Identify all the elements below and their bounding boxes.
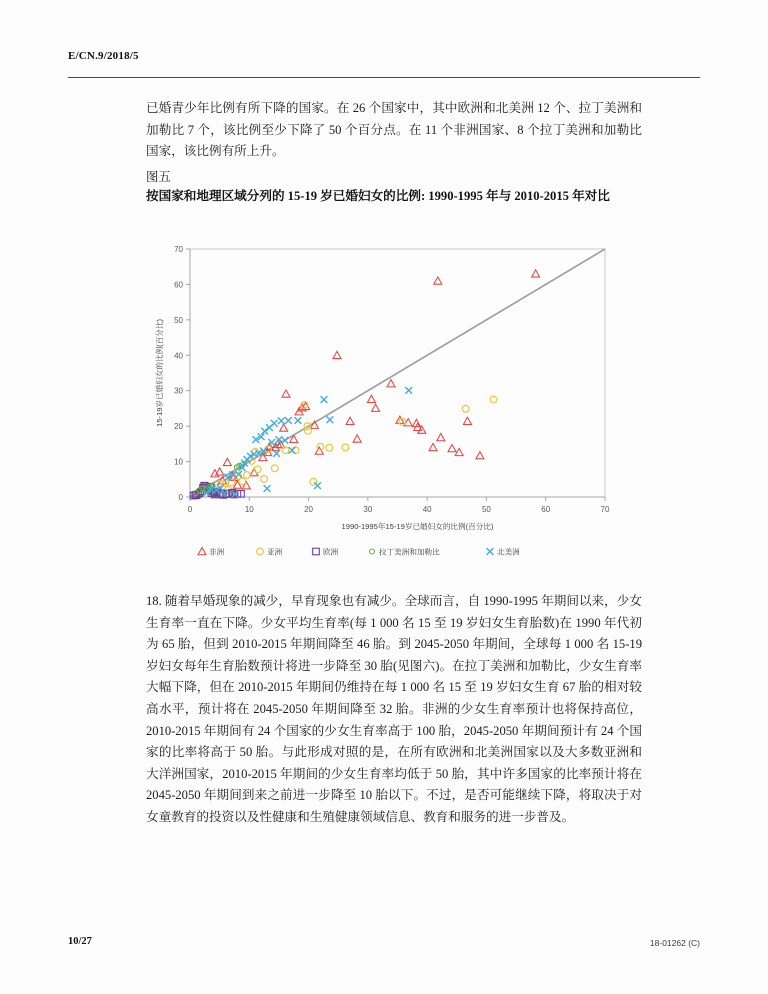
data-point xyxy=(282,390,290,397)
y-tick-label: 70 xyxy=(174,245,183,254)
legend-label: 非洲 xyxy=(209,547,225,557)
data-point xyxy=(490,396,497,403)
data-point xyxy=(264,485,271,492)
legend-marker xyxy=(257,548,264,555)
data-point xyxy=(271,420,278,427)
y-tick-label: 30 xyxy=(174,386,183,396)
x-tick-label: 50 xyxy=(481,505,491,514)
data-point xyxy=(223,458,231,465)
figure-five-chart xyxy=(150,236,620,571)
data-point xyxy=(434,277,442,284)
legend-label: 亚洲 xyxy=(267,547,283,557)
data-point xyxy=(321,396,328,403)
data-point xyxy=(295,417,302,424)
x-tick-label: 40 xyxy=(422,505,432,514)
data-point xyxy=(271,465,278,472)
data-point xyxy=(327,416,334,423)
data-point xyxy=(448,444,456,451)
reference-diagonal-line xyxy=(190,249,605,497)
y-axis-title: 15-19岁已婚妇女的比例(百分比) xyxy=(155,318,164,428)
y-tick-label: 0 xyxy=(178,493,183,502)
data-point xyxy=(372,404,380,411)
y-tick-label: 40 xyxy=(174,351,183,361)
data-point xyxy=(437,433,445,440)
data-point xyxy=(333,351,341,358)
legend-item-1[interactable] xyxy=(257,547,283,557)
data-point xyxy=(280,424,288,431)
legend-item-3[interactable] xyxy=(370,547,441,557)
job-number: 18-01262 (C) xyxy=(649,938,700,948)
data-point xyxy=(305,427,312,434)
data-point xyxy=(405,387,412,394)
data-point xyxy=(289,447,296,454)
data-point xyxy=(244,472,251,479)
data-point xyxy=(315,447,323,454)
x-tick-label: 70 xyxy=(600,505,610,514)
data-point xyxy=(314,482,321,489)
data-point xyxy=(282,447,289,454)
x-tick-label: 0 xyxy=(187,505,193,514)
y-tick-label: 60 xyxy=(174,280,183,290)
data-point xyxy=(292,447,299,454)
data-point xyxy=(261,428,268,435)
data-point xyxy=(342,444,349,451)
page-number: 10/27 xyxy=(68,936,92,947)
legend-item-2[interactable] xyxy=(313,547,339,557)
legend-label: 欧洲 xyxy=(323,547,339,557)
legend-marker xyxy=(487,548,494,555)
data-point xyxy=(254,466,261,473)
data-point xyxy=(532,270,540,277)
scatter-plot-svg xyxy=(150,236,620,571)
figure-title: 按国家和地理区域分列的 15-19 岁已婚妇女的比例: 1990-1995 年与 2010-2015 年对比 xyxy=(146,189,610,203)
legend-label: 拉丁美洲和加勒比 xyxy=(379,547,440,557)
x-axis-title: 1990-1995年15-19岁已婚妇女的比例(百分比) xyxy=(341,522,494,531)
data-point xyxy=(242,482,250,489)
data-point xyxy=(353,435,361,442)
series-0 xyxy=(211,270,540,489)
data-point xyxy=(462,405,469,412)
y-tick-label: 20 xyxy=(174,422,183,432)
legend-marker xyxy=(313,548,320,555)
paragraph-text: 已婚青少年比例有所下降的国家。在 26 个国家中，其中欧洲和北美洲 12 个、拉丁美洲和加勒比 7 个，该比例至少下降了 50 个百分点。在 11 个非洲国家、8 个拉丁美洲和加勒比国家，该比例有所上升。 xyxy=(146,101,642,159)
figure-label: 图五 xyxy=(146,170,171,184)
paragraph-18 xyxy=(146,591,642,829)
header-rule xyxy=(68,77,700,78)
data-point xyxy=(429,443,437,450)
x-tick-label: 20 xyxy=(304,505,314,514)
data-point xyxy=(281,437,288,444)
data-point xyxy=(326,444,333,451)
paragraph-text: 18. 随着早婚现象的减少，早育现象也有减少。全球而言，自 1990-1995 年期间以来，少女生育率一直在下降。少女平均生育率(每 1 000 名 15 至 19 岁妇女生育胎数)在 1990 年代初为 65 胎，但到 2010-2015 年期间降至 46 胎。到 2045-2050 年期间，全球每 1 000 名 15-19 岁妇女每年生育胎数预计将进一步降至 30 胎(见图六)。在拉丁美洲和加勒比，少女生育率大幅下降，但在 2010-2015 年期间仍维持在每 1 000 名 15 至 19 岁妇女生育 67 胎的相对较高水平，预计将在 2045-2050 年期间降至 32 胎。非洲的少女生育率预计也将保持高位，2010-2015 年期间有 24 个国家的少女生育率高于 100 胎，2045-2050 年期间预计有 24 个国家的比率将高于 50 胎。与此形成对照的是，在所有欧洲和北美洲国家以及大多数亚洲和大洋洲国家，2010-2015 年期间的少女生育率均低于 50 胎，其中许多国家的比率预计将在 2045-2050 年期间到来之前进一步降至 10 胎以下。不过，是否可能继续下降，将取决于对女童教育的投资以及性健康和生殖健康领域信息、教育和服务的进一步普及。 xyxy=(146,594,642,824)
x-tick-label: 30 xyxy=(363,505,373,514)
data-point xyxy=(346,417,354,424)
data-point xyxy=(278,417,285,424)
paragraph-continuation xyxy=(146,98,642,163)
data-point xyxy=(463,417,471,424)
data-point xyxy=(261,476,268,483)
document-symbol: E/CN.9/2018/5 xyxy=(68,50,139,62)
legend-label: 北美洲 xyxy=(497,547,520,557)
data-point xyxy=(285,417,292,424)
legend-item-0[interactable] xyxy=(198,547,225,557)
data-point xyxy=(387,380,395,387)
y-tick-label: 50 xyxy=(174,315,183,325)
y-tick-label: 10 xyxy=(174,457,183,467)
x-tick-label: 60 xyxy=(541,505,551,514)
legend-marker xyxy=(198,548,206,555)
x-tick-label: 10 xyxy=(244,505,254,514)
legend-item-4[interactable] xyxy=(487,547,521,557)
data-point xyxy=(239,478,246,485)
data-point xyxy=(367,395,375,402)
data-point xyxy=(476,452,484,459)
legend-marker xyxy=(370,549,375,554)
